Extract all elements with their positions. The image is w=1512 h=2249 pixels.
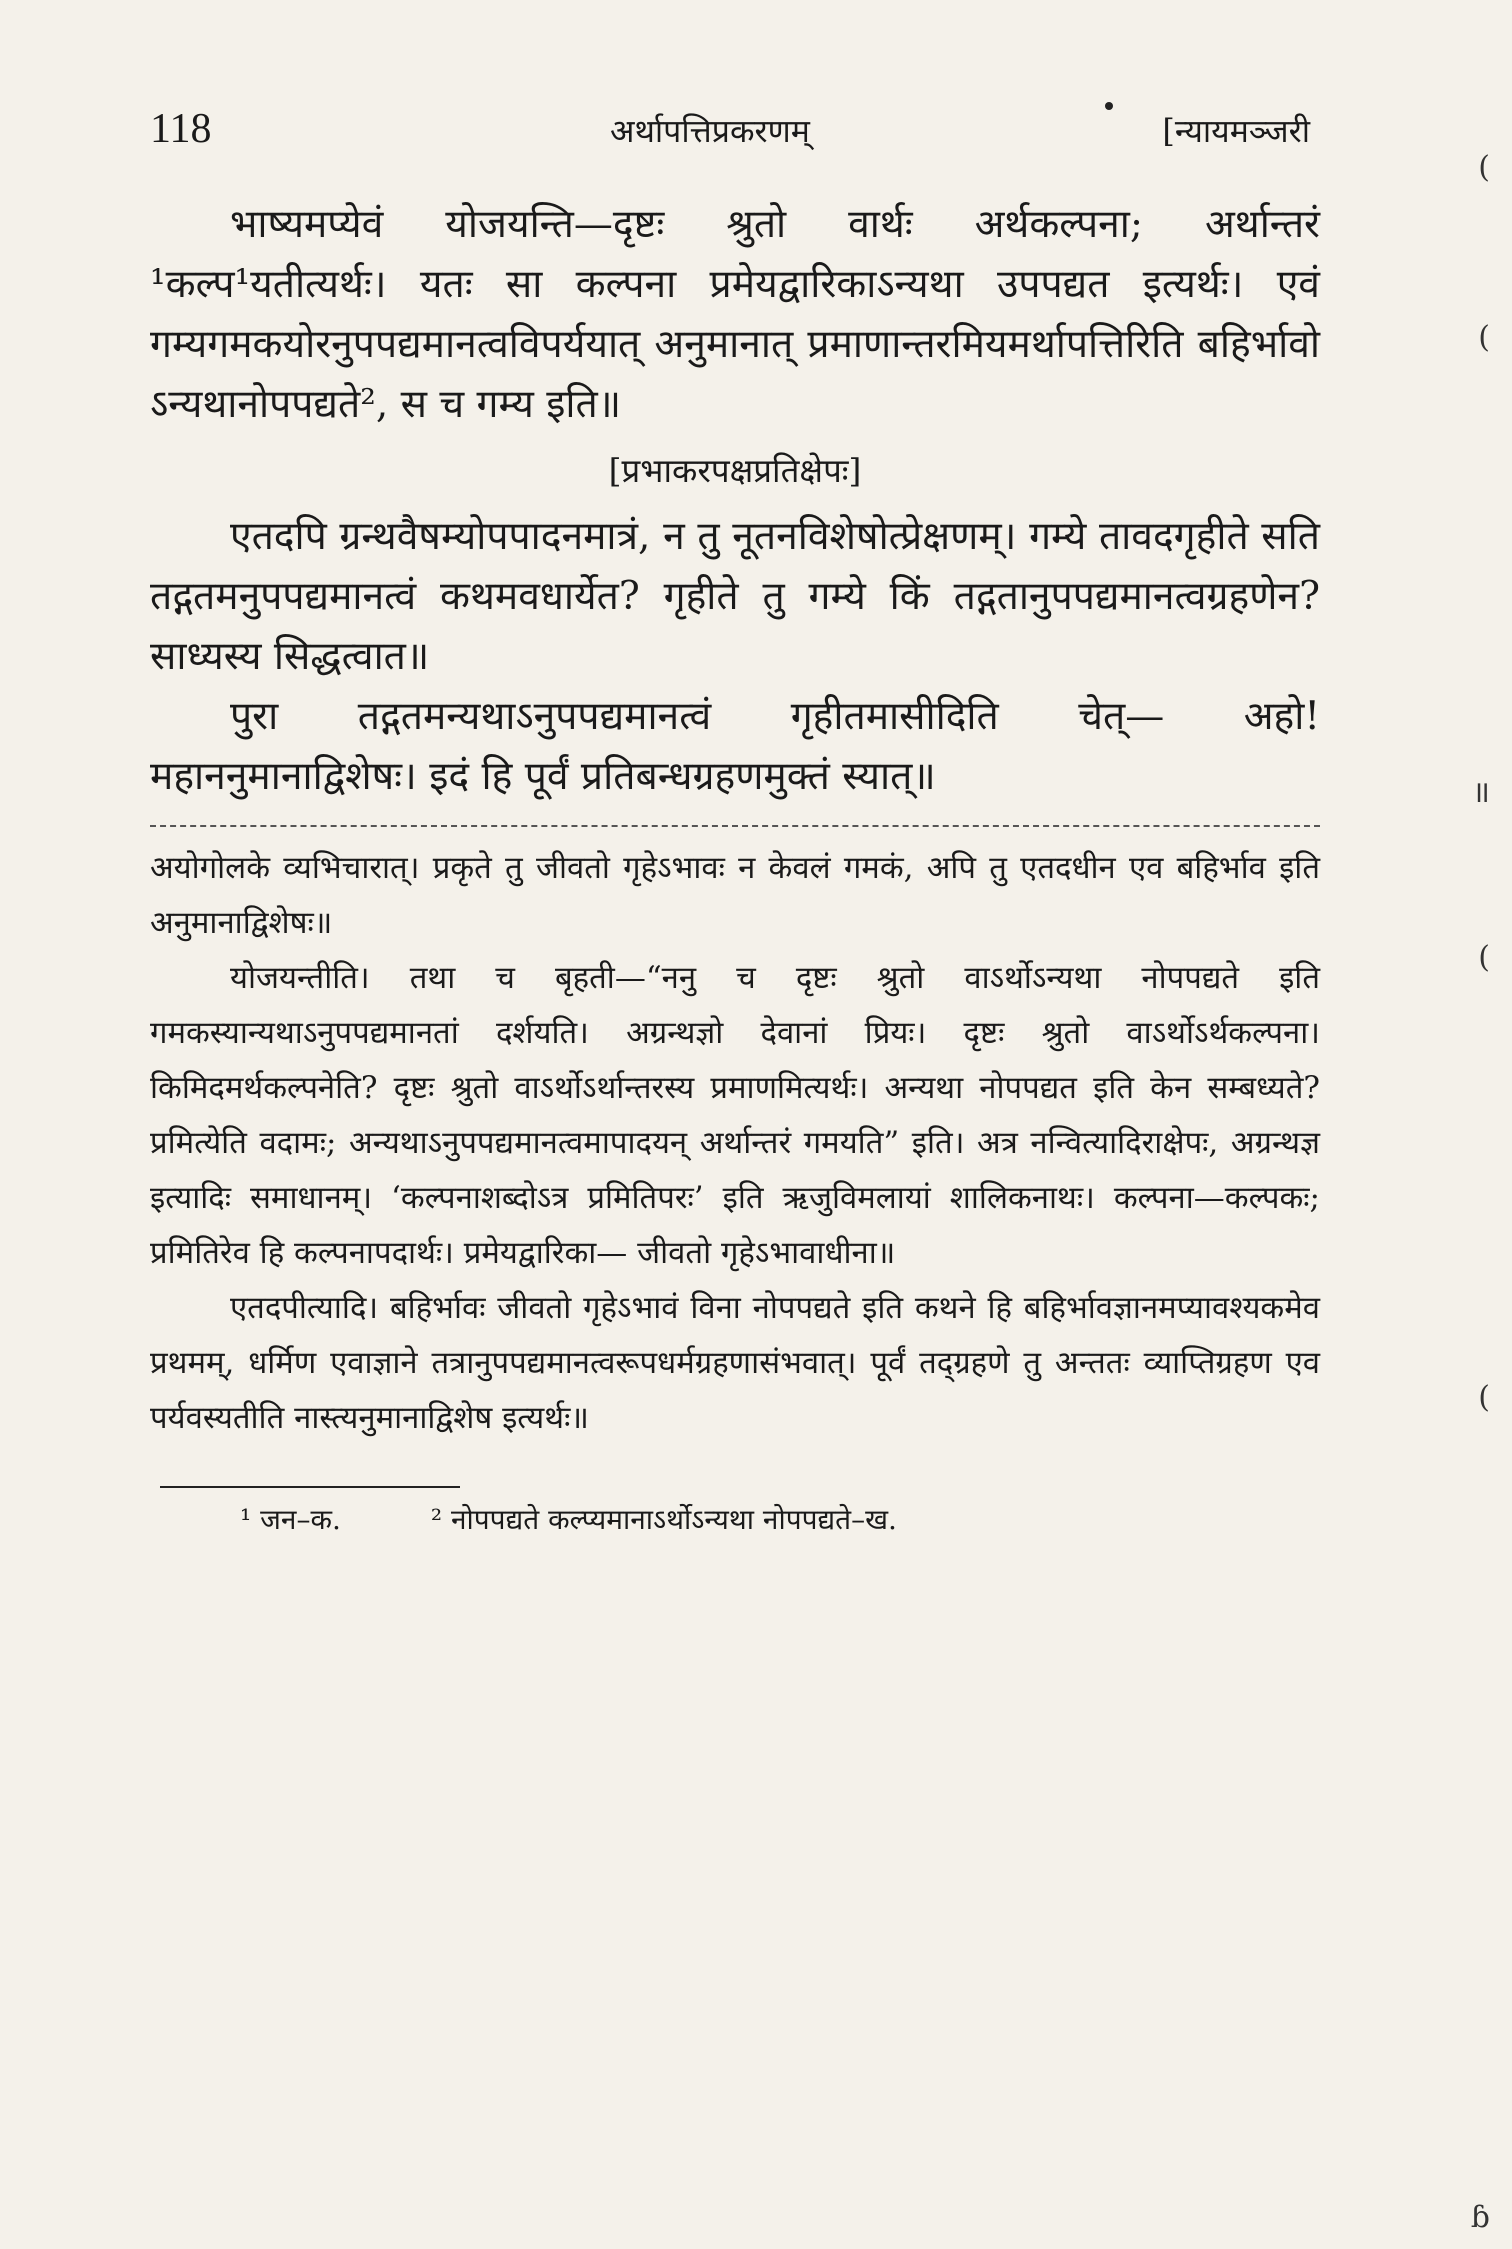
- edge-mark: ɓ: [1470, 2200, 1490, 2235]
- commentary-divider: [150, 825, 1320, 827]
- edge-mark: (: [1478, 940, 1490, 975]
- page-number: 118: [150, 106, 212, 152]
- footnote-1: ¹ जन–क.: [240, 1503, 341, 1536]
- edge-mark: (: [1478, 1380, 1490, 1415]
- commentary-2: योजयन्तीति। तथा च बृहती—“ननु च दृष्टः श्रुतो वाऽर्थोऽन्यथा नोपपद्यते इति गमकस्यान्यथाऽनुपपद्यमानतां दर्शयति। अग्रन्थज्ञो देवानां प्रियः। दृष्टः श्रुतो वाऽर्थोऽर्थकल्पना। किमिदमर्थकल्पनेति? दृष्टः श्रुतो वाऽर्थोऽर्थान्तरस्य प्रमाणमित्यर्थः। अन्यथा नोपपद्यत इति केन सम्बध्यते? प्रमित्येति वदामः; अन्यथाऽनुपपद्यमानत्वमापादयन् अर्थान्तरं गमयति” इति। अत्र नन्वित्यादिराक्षेपः, अग्रन्थज्ञ इत्यादिः समाधानम्। ‘कल्पनाशब्दोऽत्र प्रमितिपरः’ इति ऋजुविमलायां शालिकनाथः। कल्पना—कल्पकः; प्रमितिरेव हि कल्पनापदार्थः। प्रमेयद्वारिका— जीवतो गृहेऽभावाधीना॥: [150, 960, 1320, 1271]
- edge-mark: ॥: [1472, 775, 1490, 810]
- commentary-3: एतदपीत्यादि। बहिर्भावः जीवतो गृहेऽभावं विना नोपपद्यते इति कथने हि बहिर्भावज्ञानमप्यावश्यकमेव प्रथमम्, धर्मिण एवाज्ञाने तत्रानुपपद्यमानत्वरूपधर्मग्रहणासंभवात्। पूर्वं तद्ग्रहणे तु अन्ततः व्याप्तिग्रहण एव पर्यवस्यतीति नास्त्यनुमानाद्विशेष इत्यर्थः॥: [150, 1290, 1320, 1436]
- footnote-rule: [160, 1486, 460, 1488]
- paragraph-2: एतदपि ग्रन्थवैषम्योपपादनमात्रं, न तु नूतनविशेषोत्प्रेक्षणम्। गम्ये तावदगृहीते सति तद्गतमनुपपद्यमानत्वं कथमवधार्येत? गृहीते तु गम्ये किं तद्गतानुपपद्यमानत्वग्रहणेन? साध्यस्य सिद्धत्वात॥: [150, 514, 1320, 679]
- running-title: अर्थापत्तिप्रकरणम्: [610, 112, 810, 150]
- edge-mark: (: [1478, 320, 1490, 355]
- paragraph-3: पुरा तद्गतमन्यथाऽनुपपद्यमानत्वं गृहीतमासीदिति चेत्— अहो! महाननुमानाद्विशेषः। इदं हि पूर्वं प्रतिबन्धग्रहणमुक्तं स्यात्॥: [150, 694, 1320, 799]
- commentary-1: अयोगोलके व्यभिचारात्। प्रकृते तु जीवतो गृहेऽभावः न केवलं गमकं, अपि तु एतदधीन एव बहिर्भाव इति अनुमानाद्विशेषः॥: [150, 850, 1320, 941]
- edge-mark: (: [1478, 150, 1490, 185]
- section-name: [न्यायमञ्जरी: [1162, 112, 1310, 150]
- paragraph-1: भाष्यमप्येवं योजयन्ति—दृष्टः श्रुतो वार्थः अर्थकल्पना; अर्थान्तरं ¹कल्प¹यतीत्यर्थः। यतः सा कल्पना प्रमेयद्वारिकाऽन्यथा उपपद्यत इत्यर्थः। एवं गम्यगमकयोरनुपपद्यमानत्वविपर्ययात् अनुमानात् प्रमाणान्तरमियमर्थापत्तिरिति बहिर्भावो ऽन्यथानोपपद्यते², स च गम्य इति॥: [150, 202, 1320, 427]
- footnotes: [240, 1496, 1320, 1544]
- page-header: [150, 105, 1310, 165]
- section-heading: [प्रभाकरपक्षप्रतिक्षेपः]: [608, 451, 862, 490]
- main-text: [150, 195, 1320, 1544]
- footnote-2: ² नोपपद्यते कल्प्यमानाऽर्थोऽन्यथा नोपपद्यते–ख.: [430, 1503, 897, 1536]
